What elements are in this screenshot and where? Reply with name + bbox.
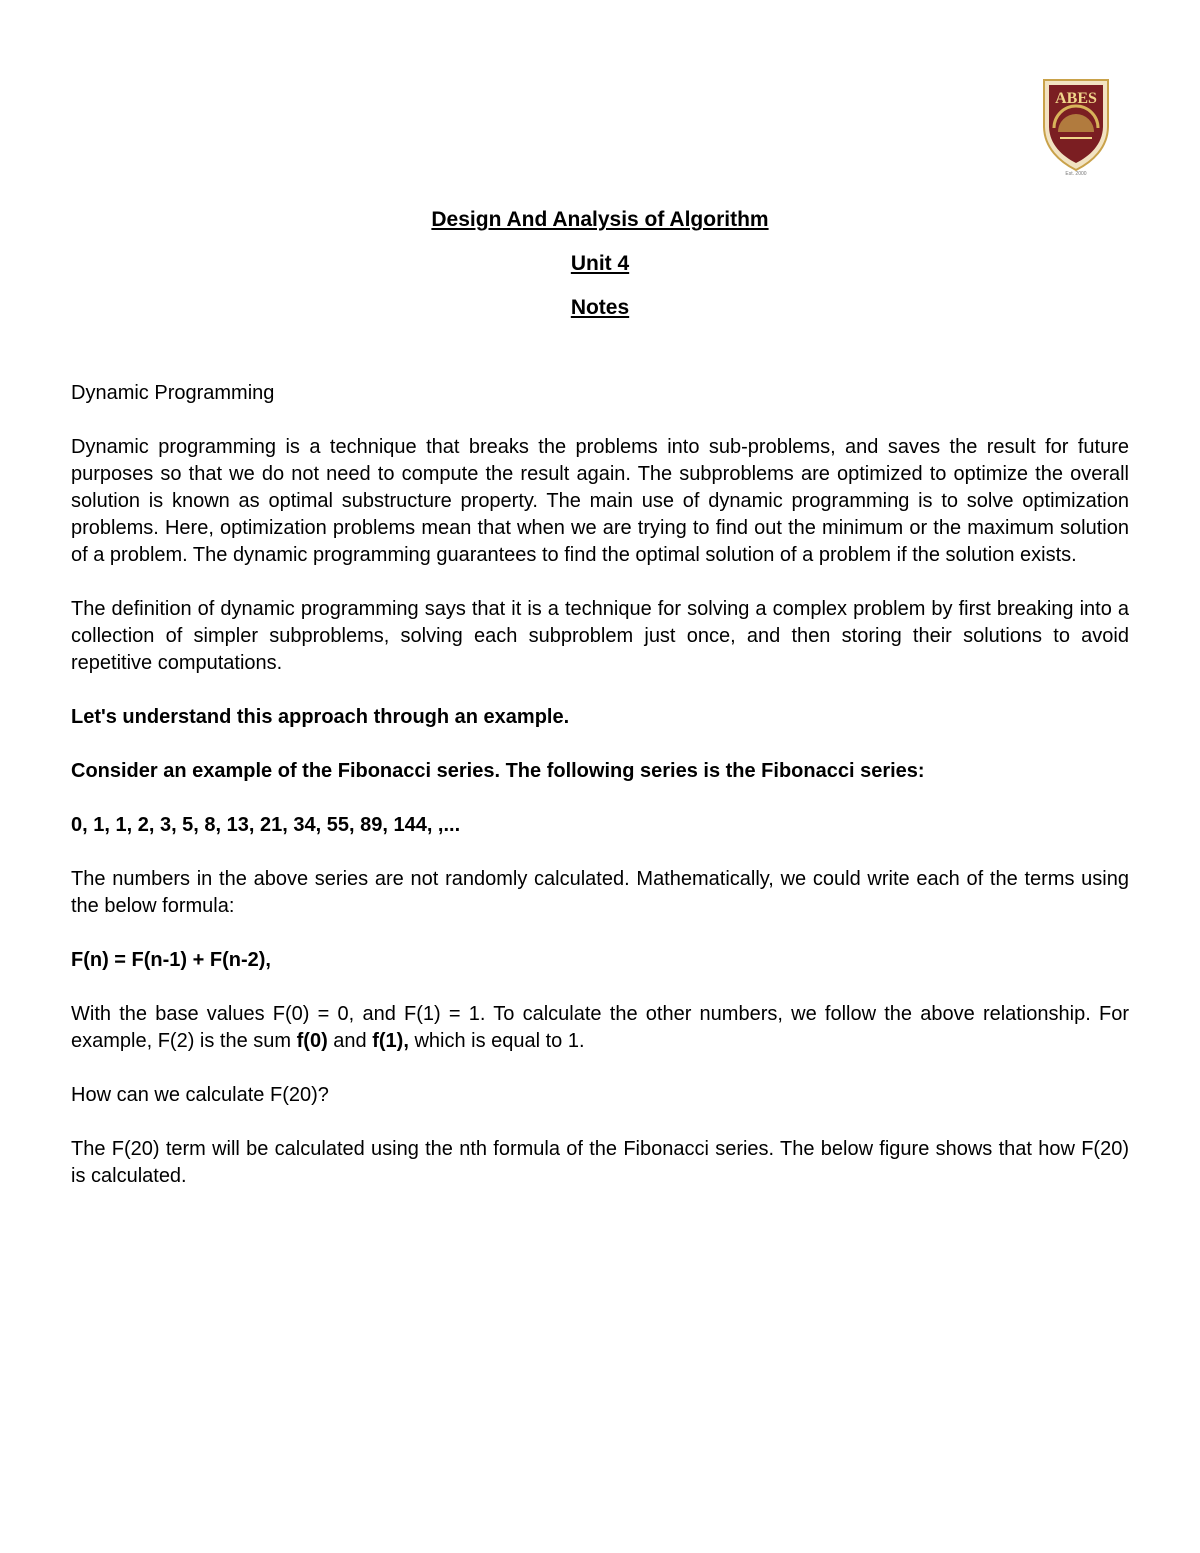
abes-logo bbox=[1040, 76, 1112, 176]
base-values-text-2: and bbox=[327, 1030, 373, 1052]
document-header bbox=[0, 198, 1200, 330]
logo-est: Est. 2000 bbox=[1065, 171, 1087, 176]
question-f20: How can we calculate F(20)? bbox=[71, 1084, 329, 1106]
base-values-text-1: With the base values F(0) = 0, and F(1) = 1. To calculate the other numbers, we follow the above relationship. For example, F(2) is the sum bbox=[71, 1003, 1129, 1052]
example-intro: Let's understand this approach through an example. bbox=[71, 706, 570, 728]
unit-label: Unit 4 bbox=[570, 252, 630, 275]
fibonacci-formula: F(n) = F(n-1) + F(n-2), bbox=[71, 949, 271, 971]
paragraph-base-values bbox=[71, 1001, 1129, 1055]
document-title: Design And Analysis of Algorithm bbox=[431, 208, 769, 231]
logo-text: ABES bbox=[1055, 90, 1097, 107]
paragraph-formula-intro: The numbers in the above series are not randomly calculated. Mathematically, we could write each of the terms using the below formula: bbox=[71, 868, 1129, 917]
paragraph-intro: Dynamic programming is a technique that breaks the problems into sub-problems, and saves the result for future purposes so that we do not need to compute the result again. The subproblems are optimized to optimize the overall solution is known as optimal substructure property. The main use of dynamic programming is to solve optimization problems. Here, optimization problems mean that when we are trying to find out the minimum or the maximum solution of a problem. The dynamic programming guarantees to find the optimal solution of a problem if the solution exists. bbox=[71, 436, 1129, 566]
fibonacci-series: 0, 1, 1, 2, 3, 5, 8, 13, 21, 34, 55, 89, 144, ,... bbox=[71, 814, 461, 836]
base-values-bold-1: f(0) bbox=[296, 1030, 328, 1052]
notes-label: Notes bbox=[570, 296, 630, 319]
base-values-text-3: which is equal to 1. bbox=[408, 1030, 585, 1052]
paragraph-f20: The F(20) term will be calculated using the nth formula of the Fibonacci series. The below figure shows that how F(20) is calculated. bbox=[71, 1138, 1129, 1187]
paragraph-definition: The definition of dynamic programming says that it is a technique for solving a complex problem by first breaking into a collection of simpler subproblems, solving each subproblem just once, and then storing their solutions to avoid repetitive computations. bbox=[71, 598, 1129, 674]
fibonacci-intro: Consider an example of the Fibonacci series. The following series is the Fibonacci series: bbox=[71, 760, 925, 782]
section-heading: Dynamic Programming bbox=[71, 382, 275, 404]
document-body bbox=[71, 380, 1129, 1217]
base-values-bold-2: f(1), bbox=[372, 1030, 409, 1052]
